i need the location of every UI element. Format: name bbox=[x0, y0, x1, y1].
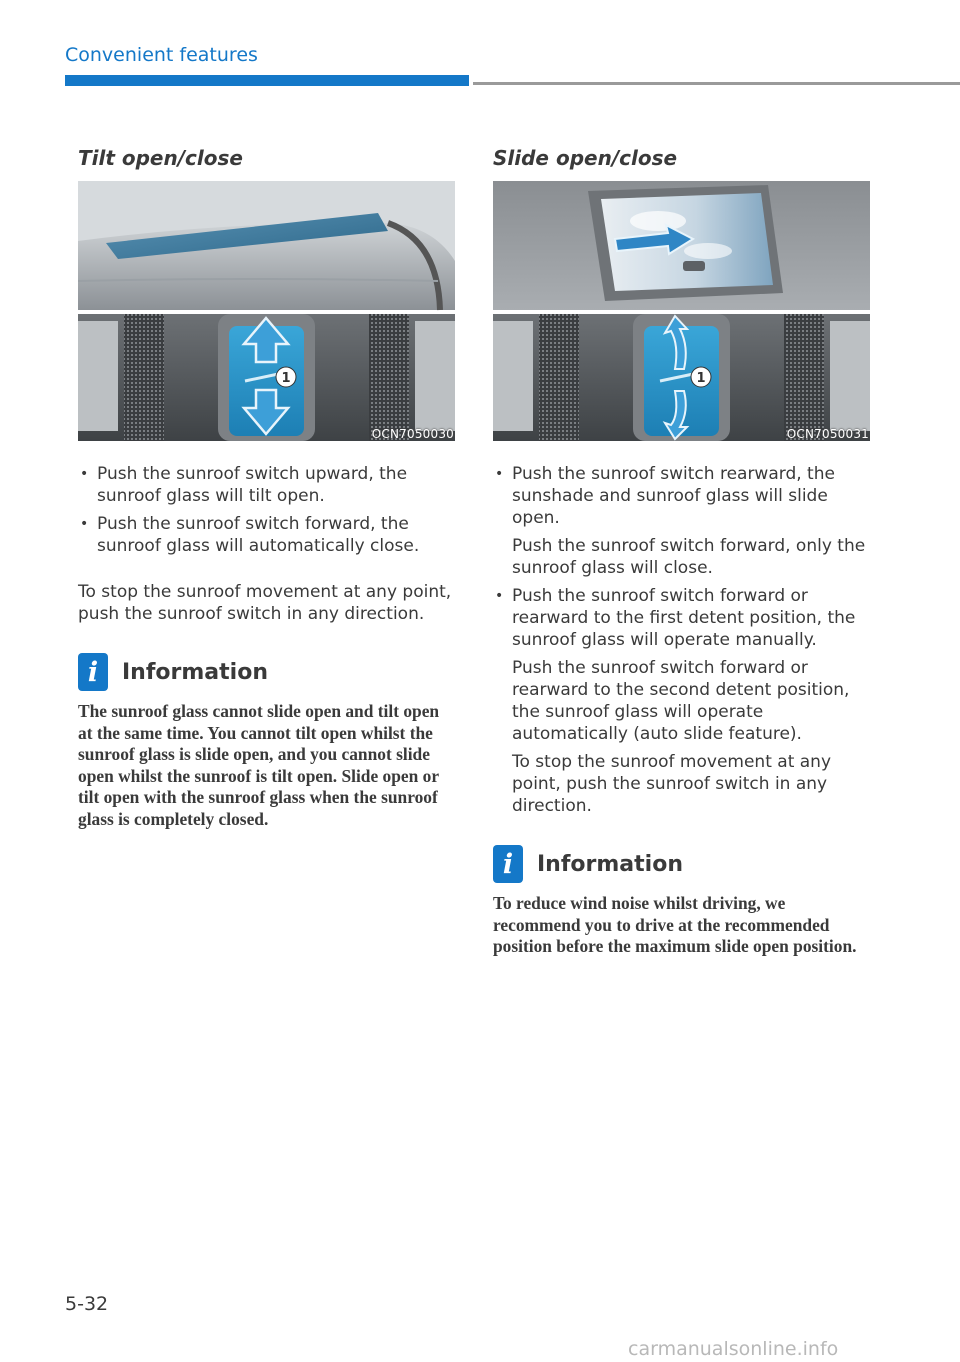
car-roof-view bbox=[78, 181, 455, 310]
bullet-subtext: Push the sunroof switch forward or rearward to the second detent position, the sunroof glass will operate automatically (auto slide feature). bbox=[512, 658, 850, 744]
slide-illustration bbox=[493, 181, 870, 441]
bullet-subtext: Push the sunroof switch forward, only the sunroof glass will close. bbox=[512, 536, 866, 578]
info-text: To reduce wind noise whilst driving, we recommend you to drive at the recommended position before the maximum slide open position. bbox=[493, 893, 857, 956]
slide-heading: Slide open/close bbox=[493, 146, 678, 170]
bullet-icon: • bbox=[80, 516, 89, 532]
info-icon: i bbox=[493, 845, 523, 883]
bullet-icon: • bbox=[495, 466, 504, 482]
list-item bbox=[78, 513, 455, 557]
tilt-illustration bbox=[78, 181, 455, 441]
bullet-subtext: To stop the sunroof movement at any point, push the sunroof switch in any direction. bbox=[512, 752, 832, 816]
header-rule-thin bbox=[473, 82, 960, 85]
callout-marker bbox=[276, 367, 296, 387]
info-title: Information bbox=[537, 851, 683, 877]
watermark: carmanualsonline.info bbox=[628, 1338, 839, 1360]
stop-movement-paragraph: To stop the sunroof movement at any point, push the sunroof switch in any direction. bbox=[78, 582, 452, 624]
tilt-bullet-list bbox=[78, 463, 455, 557]
bullet-text: Push the sunroof switch forward or rearward to the first detent position, the sunroof glass will operate manually. bbox=[512, 586, 856, 650]
header-rule-accent bbox=[65, 75, 469, 86]
info-icon: i bbox=[78, 653, 108, 691]
list-item bbox=[78, 463, 455, 507]
bullet-icon: • bbox=[495, 588, 504, 604]
left-column bbox=[78, 146, 455, 830]
callout-number: 1 bbox=[281, 371, 291, 386]
tilt-figure bbox=[78, 181, 455, 441]
callout-number: 1 bbox=[696, 371, 706, 386]
bullet-text: Push the sunroof switch upward, the sunroof glass will tilt open. bbox=[97, 464, 408, 506]
bullet-text: Push the sunroof switch rearward, the sunshade and sunroof glass will slide open. bbox=[512, 464, 835, 528]
info-header bbox=[78, 653, 455, 691]
slide-bullet-list bbox=[493, 463, 870, 817]
info-text: The sunroof glass cannot slide open and tilt open at the same time. You cannot tilt open whilst the sunroof glass is slide open, and you cannot slide open whilst the sunroof is tilt open. Slide open or tilt open with the sunroof glass when the sunroof glass is completely closed. bbox=[78, 701, 440, 829]
section-title: Convenient features bbox=[65, 44, 258, 66]
info-header bbox=[493, 845, 870, 883]
callout-marker bbox=[691, 367, 711, 387]
list-item bbox=[493, 463, 870, 579]
right-column bbox=[493, 146, 870, 958]
figure-code: OCN7050030 bbox=[371, 427, 454, 441]
slide-figure bbox=[493, 181, 870, 441]
figure-code: OCN7050031 bbox=[786, 427, 869, 441]
bullet-text: Push the sunroof switch forward, the sunroof glass will automatically close. bbox=[97, 514, 420, 556]
tilt-heading: Tilt open/close bbox=[78, 146, 243, 170]
page-number: 5-32 bbox=[65, 1293, 109, 1315]
list-item bbox=[493, 585, 870, 817]
info-title: Information bbox=[122, 659, 268, 685]
bullet-icon: • bbox=[80, 466, 89, 482]
